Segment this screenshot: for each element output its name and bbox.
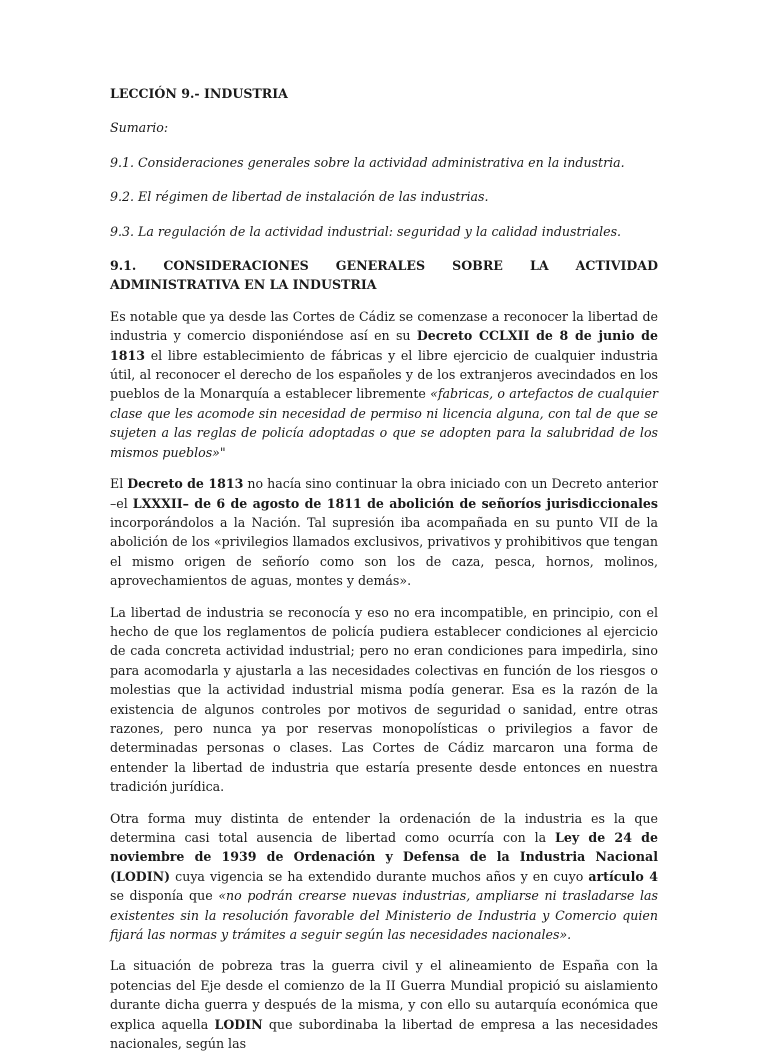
p4-article-ref: artículo 4 xyxy=(588,868,658,884)
p4-text-c: cuya vigencia se ha extendido durante muchos años y en cuyo xyxy=(170,868,589,884)
p2-text-e: incorporándolos a la Nación. Tal supresión iba acompañada en su punto VII de la abolición de los «privilegios llamados exclusivos, privativos y prohibitivos que tengan el mismo origen de señorío como son los de caza, pesca, hornos, molinos, aprovechamientos de aguas, montes y demás». xyxy=(110,514,658,589)
p5-text-c: que subordinaba la libertad de empresa a las necesidades nacionales, según las xyxy=(110,1016,658,1052)
paragraph-3: La libertad de industria se reconocía y eso no era incompatible, en principio, con el hecho de que los reglamentos de policía pudiera establecer condiciones al ejercicio de cada concreta actividad industrial; pero no eran condiciones para impedirla, sino para acomodarla y ajustarla a las necesidades colectivas en función de los riesgos o molestias que la actividad industrial misma podía generar. Esa es la razón de la existencia de algunos controles por motivos de seguridad o sanidad, entre otras razones, pero nunca ya por reservas monopolísticas o privilegios a favor de determinadas personas o clases. Las Cortes de Cádiz marcaron una forma de entender la libertad de industria que estaría presente desde entonces en nuestra tradición jurídica. xyxy=(110,604,658,795)
p2-decree-ref: Decreto de 1813 xyxy=(127,476,244,492)
summary-item-2: 9.2. El régimen de libertad de instalación de las industrias. xyxy=(110,189,489,205)
p1-text-c: el libre establecimiento de fábricas y el libre ejercicio de cualquier industria útil, al reconocer el derecho de los españoles y de los extranjeros avecindados en los pueblos de la Monarquía a establecer libremente xyxy=(110,347,658,402)
section-heading: 9.1. CONSIDERACIONES GENERALES SOBRE LA ACTIVIDAD ADMINISTRATIVA EN LA INDUSTRIA xyxy=(110,258,658,293)
summary-label: Sumario: xyxy=(110,120,169,136)
p4-text-a: Otra forma muy distinta de entender la ordenación de la industria es la que determina casi total ausencia de libertad como ocurría con la xyxy=(110,810,658,845)
paragraph-1 xyxy=(110,307,658,462)
p1-text-a: Es notable que ya desde las Cortes de Cádiz se comenzase a reconocer la libertad de industria y comercio disponiéndose así en su xyxy=(110,308,658,344)
p5-text-a: La situación de pobreza tras la guerra civil y el alineamiento de España con la potencias del Eje desde el comienzo de la II Guerra Mundial propició su aislamiento durante dicha guerra y después de la misma, y con ello su autarquía económica que explica aquella xyxy=(110,958,658,1032)
paragraph-4 xyxy=(110,809,658,945)
summary-item-3: 9.3. La regulación de la actividad industrial: seguridad y la calidad industriales. xyxy=(110,223,622,239)
p5-lodin-ref: LODIN xyxy=(214,1016,263,1032)
p2-text-c: no hacía sino continuar la obra iniciado con un Decreto anterior –el xyxy=(110,476,658,511)
p4-text-e: se disponía que xyxy=(110,888,219,904)
paragraph-2 xyxy=(110,474,658,590)
p2-text-a: El xyxy=(110,476,128,492)
paragraph-5 xyxy=(110,956,658,1053)
lesson-title: LECCIÓN 9.- INDUSTRIA xyxy=(110,86,288,101)
p2-abolition-ref: LXXXII– de 6 de agosto de 1811 de abolición de señoríos jurisdiccionales xyxy=(132,495,659,511)
p4-law-ref: Ley de 24 de noviembre de 1939 de Ordenación y Defensa de la Industria Nacional (LODIN) xyxy=(110,830,658,884)
p1-decree-ref: Decreto CCLXII de 8 de junio de 1813 xyxy=(110,328,658,363)
p4-quote: «no podrán crearse nuevas industrias, ampliarse ni trasladarse las existentes sin la resolución favorable del Ministerio de Industria y Comercio quien fijará las normas y trámites a seguir según las necesidades nacionales». xyxy=(110,888,658,943)
summary-item-1: 9.1. Consideraciones generales sobre la actividad administrativa en la industria. xyxy=(110,154,625,170)
p1-quote: «fabricas, o artefactos de cualquier clase que les acomode sin necesidad de permiso ni licencia alguna, con tal de que se sujeten a las reglas de policía adoptadas o que se adopten para la salubridad de los mismos pueblos»" xyxy=(110,386,658,460)
